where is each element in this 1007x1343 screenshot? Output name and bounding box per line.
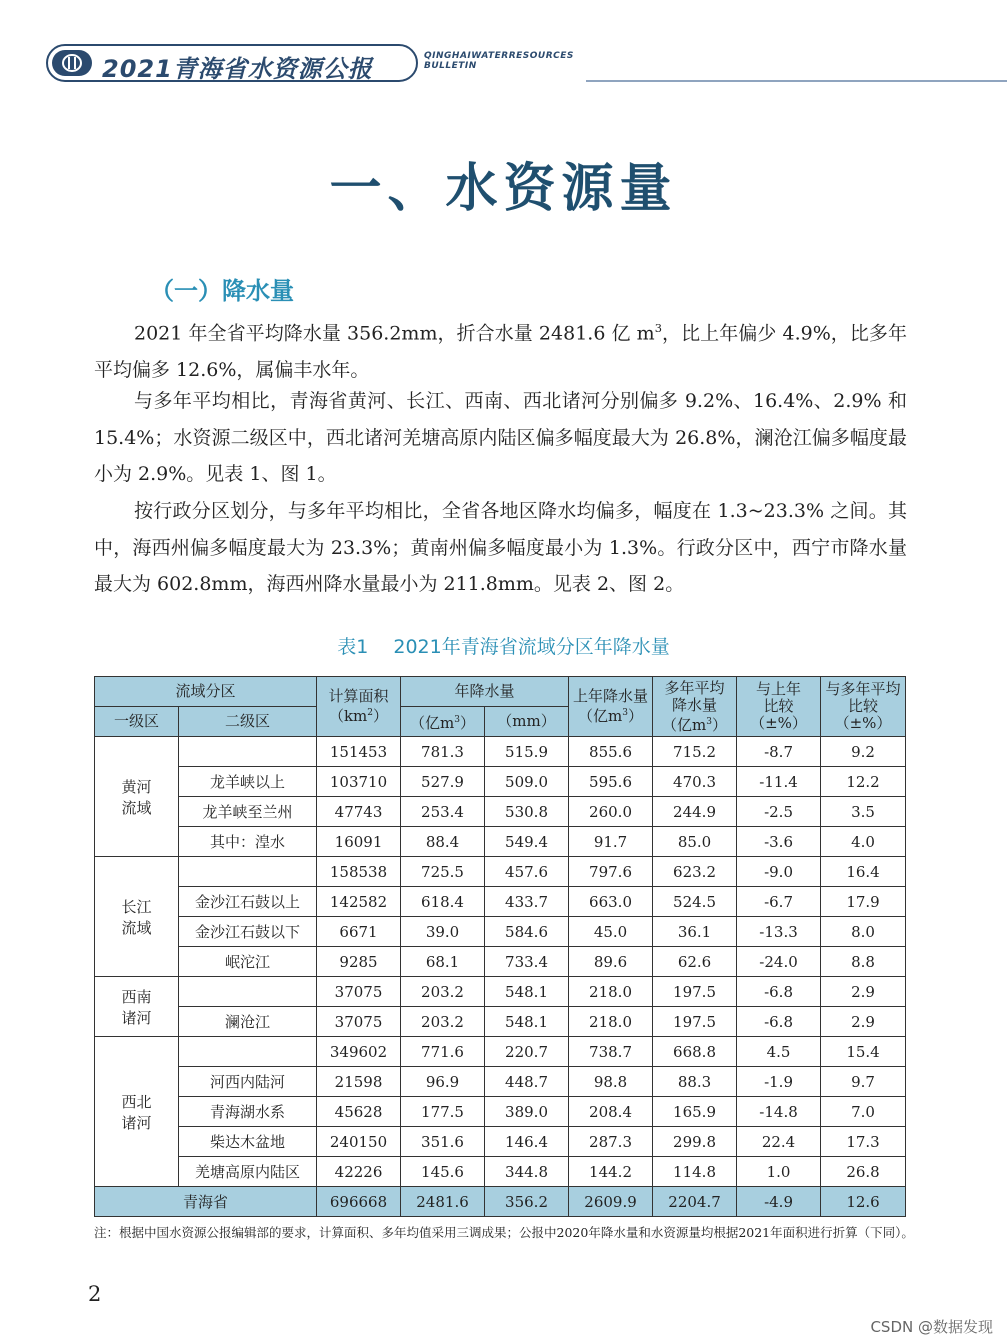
- table-cell: 797.6: [569, 857, 653, 887]
- header-vs-last-line2: 比较: [763, 697, 794, 715]
- table-row: [95, 977, 906, 1007]
- table-row: [95, 797, 906, 827]
- bulletin-english-line2: BULLETIN: [424, 61, 477, 71]
- total-cell: 2609.9: [569, 1187, 653, 1217]
- table-cell: 146.4: [485, 1127, 569, 1157]
- table-cell: 39.0: [401, 917, 485, 947]
- table-cell: -9.0: [737, 857, 821, 887]
- basin-level2-cell: [179, 977, 317, 1007]
- header-unit-mm: （mm）: [485, 707, 569, 737]
- last-year-unit-text: （亿m: [578, 707, 623, 725]
- table-cell: 220.7: [485, 1037, 569, 1067]
- table-cell: 22.4: [737, 1127, 821, 1157]
- header-level1: 一级区: [95, 707, 179, 737]
- table-cell: 165.9: [653, 1097, 737, 1127]
- table-cell: 151453: [317, 737, 401, 767]
- table-cell: 158538: [317, 857, 401, 887]
- basin-name-line2: 诸河: [121, 1008, 152, 1027]
- table-cell: 548.1: [485, 1007, 569, 1037]
- unit-vol-text: （亿m: [410, 713, 455, 732]
- table-cell: 244.9: [653, 797, 737, 827]
- header-badge: [46, 44, 418, 82]
- table-cell: 9285: [317, 947, 401, 977]
- table-cell: 349602: [317, 1037, 401, 1067]
- table-row: [95, 1037, 906, 1067]
- table-cell: 96.9: [401, 1067, 485, 1097]
- table-cell: -14.8: [737, 1097, 821, 1127]
- table-cell: 85.0: [653, 827, 737, 857]
- table-cell: 91.7: [569, 827, 653, 857]
- table-cell: 548.1: [485, 977, 569, 1007]
- table-cell: -13.3: [737, 917, 821, 947]
- table-cell: 68.1: [401, 947, 485, 977]
- table-cell: 4.5: [737, 1037, 821, 1067]
- chapter-title: 一、水资源量: [329, 159, 678, 219]
- header-avg-unit: [653, 714, 736, 734]
- table-row: [95, 827, 906, 857]
- total-cell: 356.2: [485, 1187, 569, 1217]
- table-cell: 208.4: [569, 1097, 653, 1127]
- header-divider: [586, 80, 1007, 82]
- header-vs-avg-pct: （±%）: [834, 714, 892, 732]
- watermark: CSDN @数据发现: [870, 1318, 993, 1336]
- header-area-unit: [317, 705, 400, 725]
- table-cell: 433.7: [485, 887, 569, 917]
- table-cell: 218.0: [569, 1007, 653, 1037]
- table-cell: 197.5: [653, 1007, 737, 1037]
- table-row: [95, 737, 906, 767]
- total-cell: 2204.7: [653, 1187, 737, 1217]
- table-cell: 88.4: [401, 827, 485, 857]
- paragraph-2: 与多年平均相比，青海省黄河、长江、西南、西北诸河分别偏多 9.2%、16.4%、2.9% 和 15.4%；水资源二级区中，西北诸河羌塘高原内陆区偏多幅度最大为 26.8%，澜沧江偏多幅度最小为 2.9%。见表 1、图 1。: [94, 390, 907, 485]
- table-row: [95, 887, 906, 917]
- paragraph-1: [94, 310, 907, 388]
- table-cell: 17.3: [821, 1127, 906, 1157]
- total-cell: 696668: [317, 1187, 401, 1217]
- table-body: [95, 737, 906, 1217]
- basin-name-line1: 西南: [121, 987, 152, 1006]
- table-cell: 771.6: [401, 1037, 485, 1067]
- table-cell: 89.6: [569, 947, 653, 977]
- table-row: [95, 1067, 906, 1097]
- header-multi-year-avg: [653, 677, 737, 737]
- table-cell: 177.5: [401, 1097, 485, 1127]
- table-cell: -6.8: [737, 977, 821, 1007]
- table-row: [95, 857, 906, 887]
- table-cell: 9.2: [821, 737, 906, 767]
- basin-level2-cell: 澜沧江: [179, 1007, 317, 1037]
- table-row: [95, 1157, 906, 1187]
- header-avg-line1: 多年平均: [664, 678, 725, 697]
- basin-name-line2: 流域: [121, 918, 152, 937]
- table-cell: -3.6: [737, 827, 821, 857]
- header-area-label: 计算面积: [328, 687, 389, 705]
- table-cell: 17.9: [821, 887, 906, 917]
- paragraph-1-text-a: 2021 年全省平均降水量 356.2mm，折合水量 2481.6 亿 m: [134, 322, 655, 345]
- table-cell: 203.2: [401, 1007, 485, 1037]
- table-cell: 7.0: [821, 1097, 906, 1127]
- last-year-unit-end: ）: [628, 707, 644, 725]
- page-header: [46, 44, 1007, 84]
- table-cell: 8.8: [821, 947, 906, 977]
- table-cell: 26.8: [821, 1157, 906, 1187]
- table-cell: 36.1: [653, 917, 737, 947]
- header-basin-zone: 流域分区: [95, 677, 317, 707]
- basin-name-line2: 诸河: [121, 1113, 152, 1132]
- paragraph-3: 按行政分区划分，与多年平均相比，全省各地区降水均偏多，幅度在 1.3~23.3% 之间。其中，海西州偏多幅度最大为 23.3%；黄南州偏多幅度最小为 1.3%。行政分区中，西宁市降水量最大为 602.8mm，海西州降水量最小为 211.8mm。见表 2、图 2。: [94, 500, 907, 595]
- basin-level2-cell: 龙羊峡至兰州: [179, 797, 317, 827]
- table-cell: 781.3: [401, 737, 485, 767]
- basin-level2-cell: 金沙江石鼓以下: [179, 917, 317, 947]
- bulletin-english-line1: QINGHAIWATERRESOURCES: [424, 51, 574, 61]
- table-cell: 4.0: [821, 827, 906, 857]
- avg-unit-text: （亿m: [662, 715, 707, 734]
- table-cell: 47743: [317, 797, 401, 827]
- header-area: [317, 677, 401, 737]
- table-note: 注：根据中国水资源公报编辑部的要求，计算面积、多年均值采用三调成果；公报中2020年降水量和水资源量均根据2021年面积进行折算（下同）。: [94, 1225, 914, 1240]
- table-cell: 715.2: [653, 737, 737, 767]
- table-cell: 470.3: [653, 767, 737, 797]
- table-cell: 3.5: [821, 797, 906, 827]
- table-row: [95, 1097, 906, 1127]
- area-unit-end: ）: [373, 707, 389, 725]
- basin-level2-cell: 岷沱江: [179, 947, 317, 977]
- table-cell: 142582: [317, 887, 401, 917]
- table-cell: 240150: [317, 1127, 401, 1157]
- basin-level2-cell: 羌塘高原内陆区: [179, 1157, 317, 1187]
- water-logo-icon: [52, 50, 92, 76]
- total-cell: 2481.6: [401, 1187, 485, 1217]
- paragraph-1-sup: 3: [654, 321, 662, 335]
- table-cell: 584.6: [485, 917, 569, 947]
- table-cell: 618.4: [401, 887, 485, 917]
- header-avg-line2: 降水量: [672, 695, 718, 714]
- table-cell: 549.4: [485, 827, 569, 857]
- table-cell: -11.4: [737, 767, 821, 797]
- table-cell: -6.7: [737, 887, 821, 917]
- basin-level2-cell: 金沙江石鼓以上: [179, 887, 317, 917]
- table-cell: 98.8: [569, 1067, 653, 1097]
- total-label-cell: 青海省: [95, 1187, 317, 1217]
- basin-level1-cell: [95, 737, 179, 857]
- header-last-year: [569, 677, 653, 737]
- table-cell: 203.2: [401, 977, 485, 1007]
- table-cell: 37075: [317, 1007, 401, 1037]
- table-cell: 145.6: [401, 1157, 485, 1187]
- table-cell: 1.0: [737, 1157, 821, 1187]
- unit-vol-end: ）: [459, 713, 475, 732]
- basin-level2-cell: 柴达木盆地: [179, 1127, 317, 1157]
- table-cell: 16091: [317, 827, 401, 857]
- table-row: [95, 947, 906, 977]
- table-cell: 448.7: [485, 1067, 569, 1097]
- basin-level2-cell: 河西内陆河: [179, 1067, 317, 1097]
- table-cell: 299.8: [653, 1127, 737, 1157]
- table-cell: 8.0: [821, 917, 906, 947]
- total-cell: 12.6: [821, 1187, 906, 1217]
- table-cell: 733.4: [485, 947, 569, 977]
- table-cell: 595.6: [569, 767, 653, 797]
- total-cell: -4.9: [737, 1187, 821, 1217]
- table-cell: 62.6: [653, 947, 737, 977]
- table-cell: 668.8: [653, 1037, 737, 1067]
- basin-level1-cell: [95, 857, 179, 977]
- table-cell: 389.0: [485, 1097, 569, 1127]
- table-cell: 6671: [317, 917, 401, 947]
- table-row: [95, 917, 906, 947]
- table-cell: 45.0: [569, 917, 653, 947]
- table-cell: -8.7: [737, 737, 821, 767]
- table-cell: 663.0: [569, 887, 653, 917]
- table-cell: 37075: [317, 977, 401, 1007]
- last-year-unit-sup: 3: [622, 708, 628, 718]
- header-vs-last-line1: 与上年: [756, 680, 802, 698]
- table-cell: 457.6: [485, 857, 569, 887]
- table-cell: 855.6: [569, 737, 653, 767]
- table-cell: 527.9: [401, 767, 485, 797]
- header-vs-avg-line1: 与多年平均: [825, 680, 901, 698]
- table-cell: 344.8: [485, 1157, 569, 1187]
- bulletin-title: 2021青海省水资源公报: [102, 55, 373, 83]
- basin-name-line2: 流域: [121, 798, 152, 817]
- basin-name-line1: 西北: [121, 1092, 152, 1111]
- table-cell: 197.5: [653, 977, 737, 1007]
- table-cell: 509.0: [485, 767, 569, 797]
- table-cell: 218.0: [569, 977, 653, 1007]
- basin-level1-cell: [95, 1037, 179, 1187]
- table-cell: 12.2: [821, 767, 906, 797]
- basin-level1-cell: [95, 977, 179, 1037]
- precipitation-table: [94, 676, 906, 1217]
- table-cell: 21598: [317, 1067, 401, 1097]
- basin-level2-cell: [179, 1037, 317, 1067]
- table-cell: -24.0: [737, 947, 821, 977]
- table-cell: 144.2: [569, 1157, 653, 1187]
- section-title: （一）降水量: [150, 277, 294, 305]
- table-cell: 524.5: [653, 887, 737, 917]
- table-title: 表1 2021年青海省流域分区年降水量: [337, 636, 670, 658]
- unit-vol-sup: 3: [454, 714, 460, 725]
- header-last-year-unit: [569, 705, 652, 725]
- table-cell: -2.5: [737, 797, 821, 827]
- table-cell: -6.8: [737, 1007, 821, 1037]
- avg-unit-end: ）: [712, 715, 728, 734]
- table-cell: -1.9: [737, 1067, 821, 1097]
- header-level2: 二级区: [179, 707, 317, 737]
- header-vs-avg: [821, 677, 906, 737]
- header-last-year-label: 上年降水量: [573, 687, 649, 705]
- basin-level2-cell: [179, 857, 317, 887]
- table-cell: 530.8: [485, 797, 569, 827]
- bulletin-english-title: [424, 51, 574, 71]
- area-unit-text: （km: [328, 707, 368, 725]
- table-cell: 15.4: [821, 1037, 906, 1067]
- table-cell: 515.9: [485, 737, 569, 767]
- table-cell: 88.3: [653, 1067, 737, 1097]
- header-vs-last-pct: （±%）: [750, 714, 807, 732]
- table-cell: 45628: [317, 1097, 401, 1127]
- basin-level2-cell: 龙羊峡以上: [179, 767, 317, 797]
- table-cell: 16.4: [821, 857, 906, 887]
- header-unit-vol: [401, 707, 485, 737]
- basin-name-line1: 黄河: [121, 777, 152, 796]
- table-cell: 725.5: [401, 857, 485, 887]
- table-cell: 253.4: [401, 797, 485, 827]
- paragraph-1-text-b: ，比上年偏少 4.9%，比多年平均偏多 12.6%，属偏丰水年。: [94, 322, 907, 381]
- basin-level2-cell: 青海湖水系: [179, 1097, 317, 1127]
- table-row: [95, 1127, 906, 1157]
- table-cell: 42226: [317, 1157, 401, 1187]
- table-cell: 351.6: [401, 1127, 485, 1157]
- basin-level2-cell: [179, 737, 317, 767]
- page-number: 2: [88, 1282, 102, 1306]
- table-cell: 103710: [317, 767, 401, 797]
- table-row: [95, 767, 906, 797]
- table-cell: 9.7: [821, 1067, 906, 1097]
- area-unit-sup: 2: [367, 708, 374, 718]
- header-vs-last-year: [737, 677, 821, 737]
- table-cell: 623.2: [653, 857, 737, 887]
- table-cell: 738.7: [569, 1037, 653, 1067]
- basin-name-line1: 长江: [121, 897, 152, 916]
- header-annual-precip: 年降水量: [401, 677, 569, 707]
- avg-unit-sup: 3: [706, 716, 712, 727]
- header-vs-avg-line2: 比较: [848, 697, 879, 715]
- table-cell: 2.9: [821, 1007, 906, 1037]
- table-total-row: [95, 1187, 906, 1217]
- table-cell: 287.3: [569, 1127, 653, 1157]
- table-row: [95, 1007, 906, 1037]
- table-cell: 260.0: [569, 797, 653, 827]
- table-cell: 114.8: [653, 1157, 737, 1187]
- table-cell: 2.9: [821, 977, 906, 1007]
- basin-level2-cell: 其中：湟水: [179, 827, 317, 857]
